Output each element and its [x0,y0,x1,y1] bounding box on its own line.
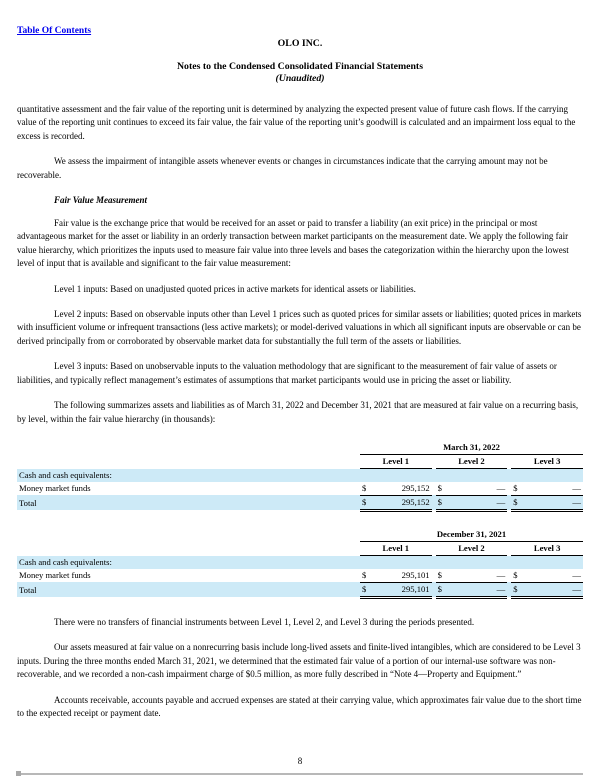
fair-value-table-march-2022 [17,441,583,512]
paragraph-intangibles: We assess the impairment of intangible assets whenever events or changes in circumstances indicate that the carrying amount may not be recoverable. [17,156,548,180]
company-name: OLO INC. [277,38,323,49]
heading-fair-value-measurement: Fair Value Measurement [54,195,148,206]
rule-handle [16,771,21,776]
period-header: December 31, 2021 [360,528,583,542]
paragraph-level3-inputs: Level 3 inputs: Based on unobservable inputs to the valuation methodology that are significant to the measurement of fair value of assets or liabilities, and typically reflect management’s estimates of assumptions that market participants would use in pricing the asset or liability. [17,361,557,385]
cell-level3-total: — [523,495,583,510]
column-header-level2: Level 2 [436,454,508,468]
row-label: Total [19,585,37,596]
paragraph-level1-inputs: Level 1 inputs: Based on unadjusted quoted prices in active markets for identical assets or liabilities. [54,283,416,294]
paragraph-receivables: Accounts receivable, accounts payable and accrued expenses are stated at their carrying value, which approximates fair value due to the short time to the expected receipt or payment date. [17,694,582,718]
cell-level1-total: 295,101 [372,582,432,597]
cell-level1-value: 295,152 [372,482,432,496]
currency-symbol: $ [436,495,448,510]
currency-symbol: $ [511,495,523,510]
column-header-level2: Level 2 [436,541,508,555]
cell-level2-value: — [448,569,508,583]
section-label: Cash and cash equivalents: [19,556,112,567]
table-of-contents [17,0,583,38]
cell-level2-total: — [448,582,508,597]
document-subtitle: (Unaudited) [275,73,325,84]
table-row [17,569,583,583]
table-level-header-row [17,454,583,468]
cell-level3-total: — [523,582,583,597]
table-level-header-row [17,541,583,555]
cell-level3-value: — [523,569,583,583]
table-row [17,482,583,496]
column-header-level3: Level 3 [511,541,583,555]
row-label: Money market funds [19,483,91,494]
fair-value-table-december-2021 [17,528,583,599]
paragraph-fair-value-intro: Fair value is the exchange price that would be received for an asset or paid to transfer a liability (an exit price) in the principal or most advantageous market for the asset or liability in an orderly transaction between market participants on the measurement date. We apply the following fair value hierarchy, which prioritizes the inputs used to measure fair value into three levels and bases the categorization within the hierarchy upon the lowest level of input that is available and significant to the fair value measurement: [17,218,569,269]
page-number: 8 [297,756,303,767]
currency-symbol: $ [360,495,372,510]
currency-symbol: $ [436,569,448,583]
section-label: Cash and cash equivalents: [19,469,112,480]
currency-symbol: $ [436,582,448,597]
currency-symbol: $ [360,582,372,597]
currency-symbol: $ [511,569,523,583]
row-label: Money market funds [19,570,91,581]
currency-symbol: $ [360,569,372,583]
table-section-row [17,468,583,482]
cell-level1-value: 295,101 [372,569,432,583]
cell-level2-total: — [448,495,508,510]
cell-level2-value: — [448,482,508,496]
column-header-level3: Level 3 [511,454,583,468]
row-label: Total [19,498,37,509]
cell-level3-value: — [523,482,583,496]
table-total-row [17,582,583,597]
column-header-level1: Level 1 [360,454,432,468]
table-total-row [17,495,583,510]
period-header: March 31, 2022 [360,441,583,455]
table-period-row [17,528,583,542]
table-of-contents-link[interactable]: Table Of Contents [17,26,92,36]
document-title: Notes to the Condensed Consolidated Financial Statements [176,61,424,72]
page-bottom-rule [17,773,583,775]
paragraph-summary-intro: The following summarizes assets and liabilities as of March 31, 2022 and December 31, 2021 that are measured at fair value on a recurring basis, by level, within the fair value hierarchy (in thousands): [17,400,579,424]
table-section-row [17,555,583,569]
paragraph-level2-inputs: Level 2 inputs: Based on observable inputs other than Level 1 prices such as quoted prices for similar assets or liabilities; quoted prices in markets with insufficient volume or infrequent transactions (less active markets); or model-derived valuations in which all significant inputs are observable or can be derived principally from or corroborated by observable market data for substantially the full term of the assets or liabilities. [17,309,582,346]
currency-symbol: $ [511,482,523,496]
currency-symbol: $ [511,582,523,597]
currency-symbol: $ [436,482,448,496]
table-period-row [17,441,583,455]
paragraph-nonrecurring: Our assets measured at fair value on a nonrecurring basis include long-lived assets and finite-lived intangibles, which are considered to be Level 3 inputs. During the three months ended March 31, 2021, we determined that the estimated fair value of a portion of our internal-use software was non-recoverable, and we recorded a non-cash impairment charge of $0.5 million, as more fully described in “Note 4—Property and Equipment.” [17,642,581,680]
currency-symbol: $ [360,482,372,496]
paragraph-goodwill-continuation: quantitative assessment and the fair value of the reporting unit is determined by analyzing the expected present value of future cash flows. If the carrying value of the reporting unit continues to exceed its fair value, the fair value of the reporting unit’s goodwill is calculated and an impairment loss equal to the excess is recorded. [17,104,576,141]
column-header-level1: Level 1 [360,541,432,555]
cell-level1-total: 295,152 [372,495,432,510]
paragraph-no-transfers: There were no transfers of financial instruments between Level 1, Level 2, and Level 3 during the periods presented. [54,616,475,627]
